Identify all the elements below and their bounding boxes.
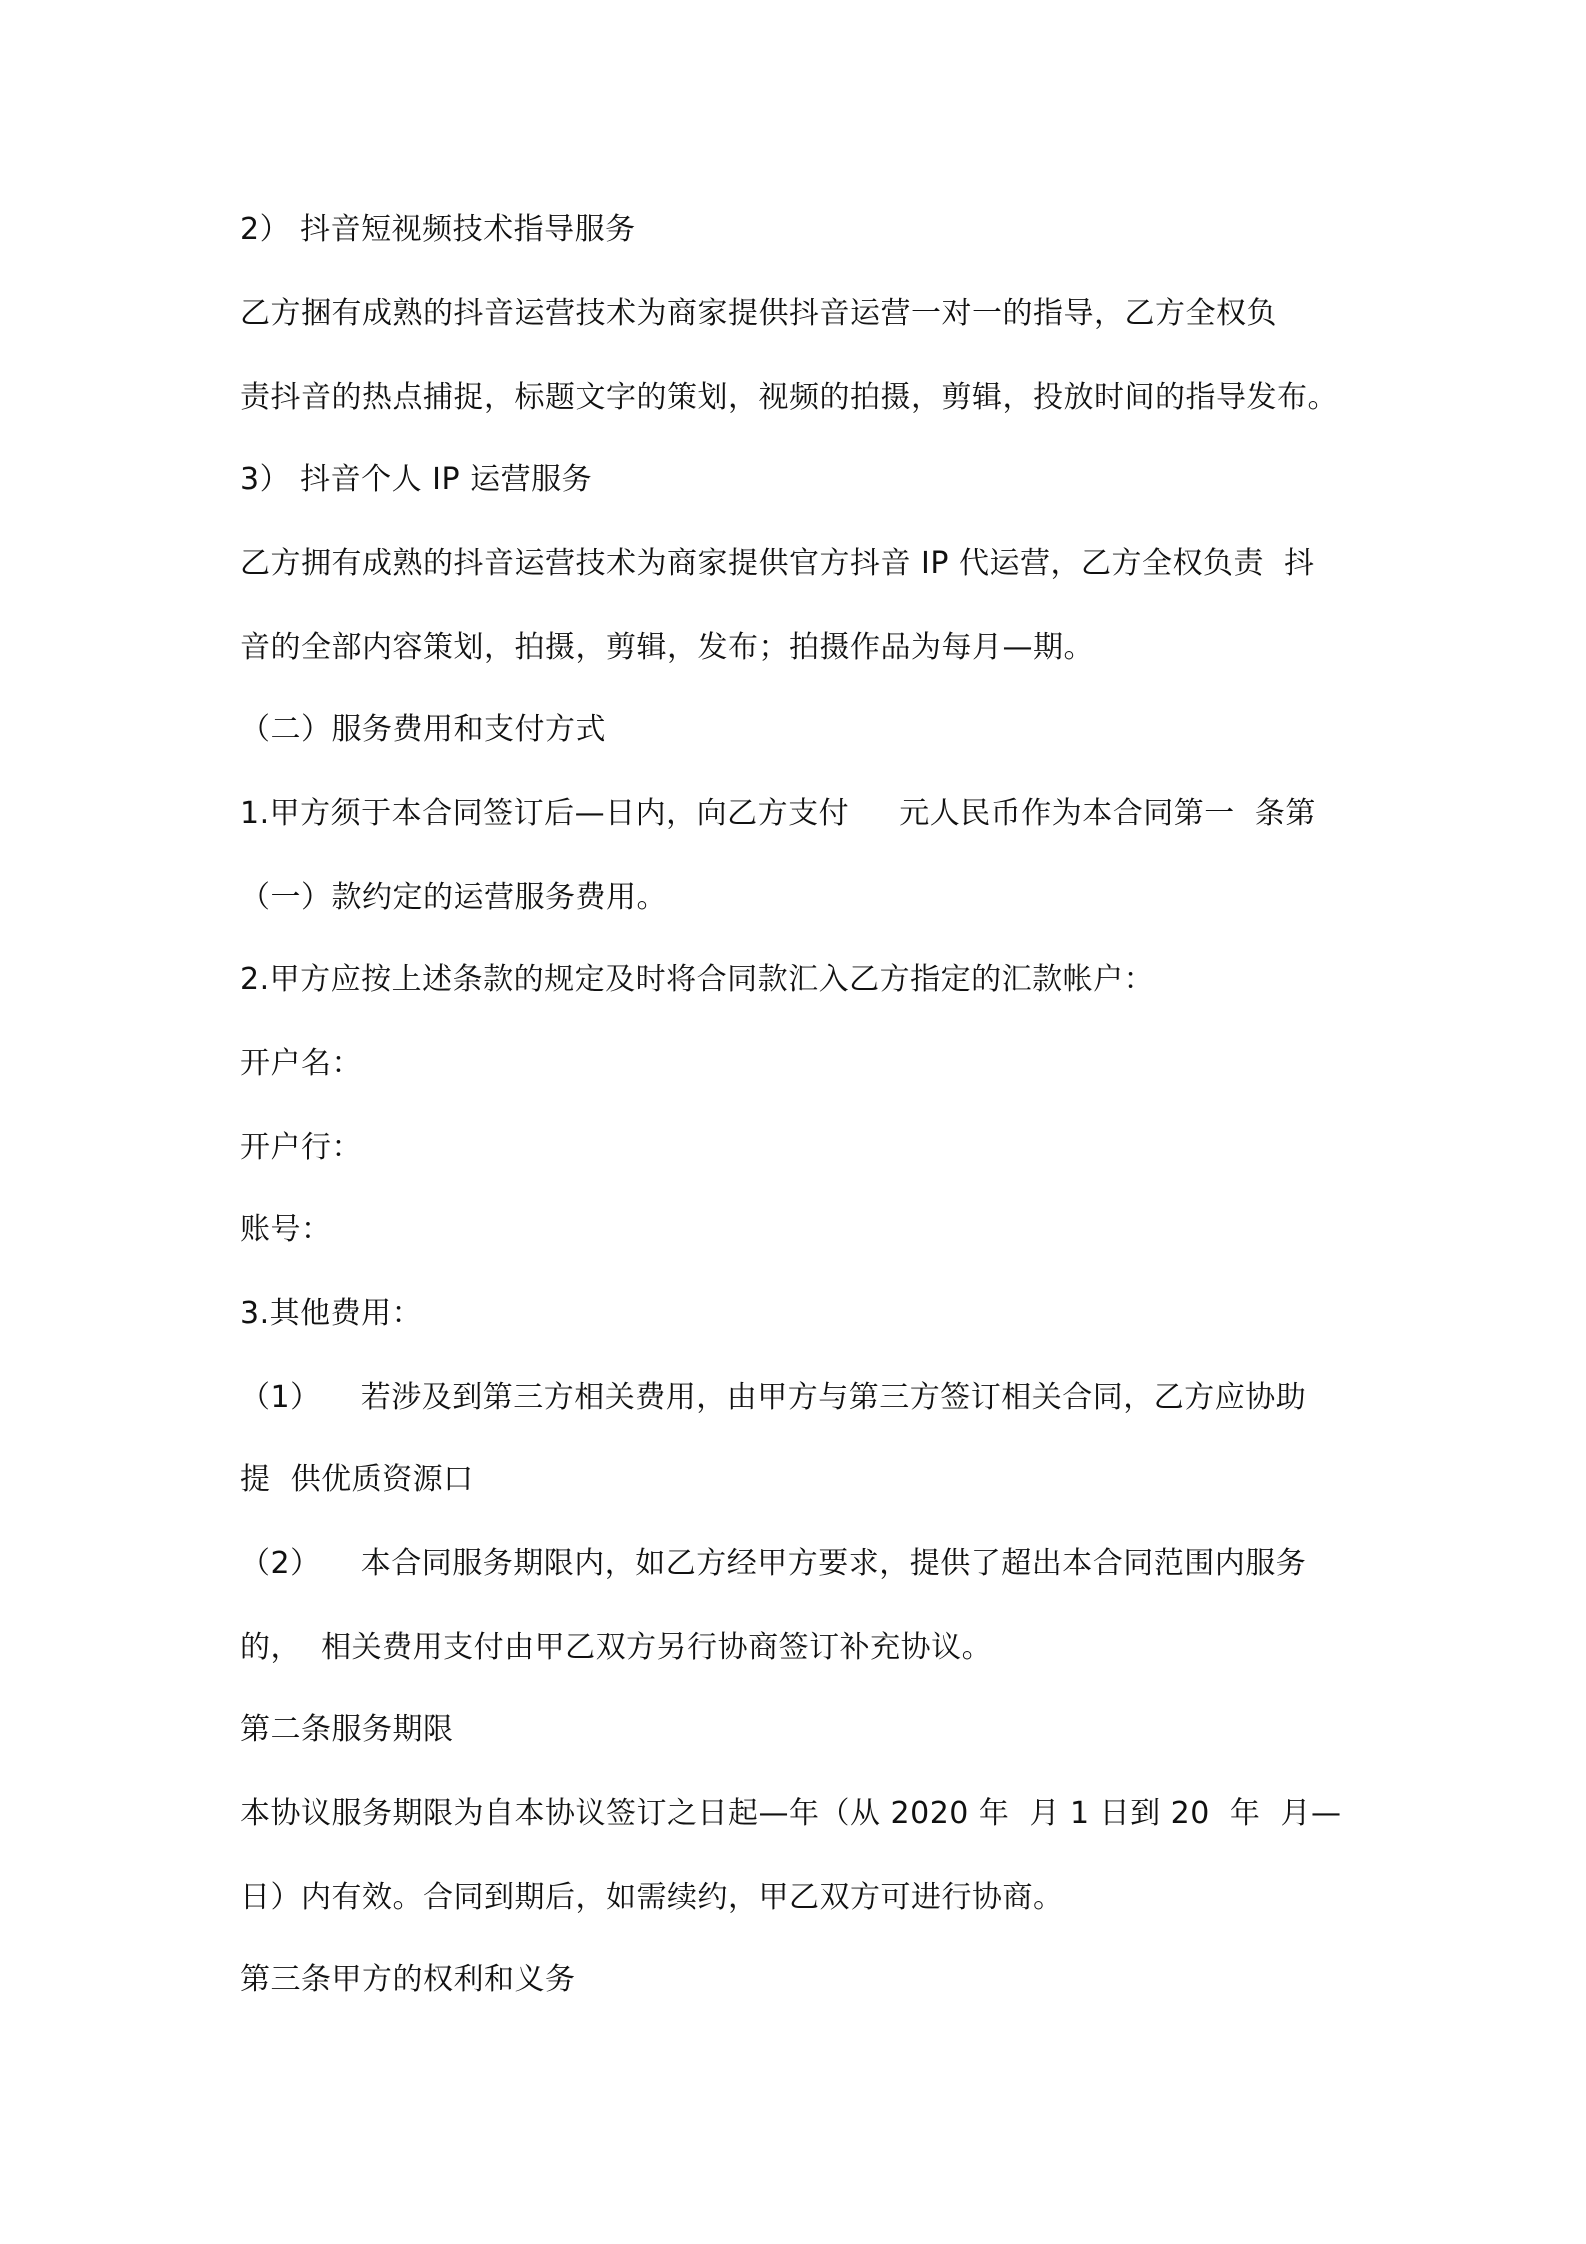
section-heading-douyin-ip: 3） 抖音个人 IP 运营服务	[240, 462, 593, 497]
paragraph-line: 1.甲方须于本合同签订后—日内，向乙方支付 元人民币作为本合同第一 条第	[240, 796, 1316, 831]
article-heading-service-term: 第二条服务期限	[240, 1712, 454, 1747]
section-heading-other-fees: 3.其他费用：	[240, 1296, 423, 1331]
paragraph-line: 提 供优质资源口	[240, 1462, 474, 1497]
paragraph-line: 乙方拥有成熟的抖音运营技术为商家提供官方抖音 IP 代运营，乙方全权负责 抖	[240, 546, 1315, 581]
section-heading-douyin-short-video: 2） 抖音短视频技术指导服务	[240, 212, 636, 247]
paragraph-line: 音的全部内容策划，拍摄，剪辑，发布；拍摄作品为每月—期。	[240, 630, 1094, 665]
paragraph-line: （一）款约定的运营服务费用。	[240, 880, 667, 915]
paragraph-line: （2） 本合同服务期限内，如乙方经甲方要求，提供了超出本合同范围内服务	[240, 1546, 1307, 1581]
paragraph-line: 责抖音的热点捕捉，标题文字的策划，视频的拍摄，剪辑，投放时间的指导发布。	[240, 380, 1338, 415]
field-account-number: 账号：	[240, 1212, 332, 1247]
section-heading-fees: （二）服务费用和支付方式	[240, 712, 606, 747]
paragraph-line: 本协议服务期限为自本协议签订之日起—年（从 2020 年 月 1 日到 20 年 月—	[240, 1796, 1342, 1831]
paragraph-line: 2.甲方应按上述条款的规定及时将合同款汇入乙方指定的汇款帐户：	[240, 962, 1155, 997]
paragraph-line: 日）内有效。合同到期后，如需续约，甲乙双方可进行协商。	[240, 1880, 1064, 1915]
paragraph-line: 的， 相关费用支付由甲乙双方另行协商签订补充协议。	[240, 1630, 993, 1665]
article-heading-party-a-rights: 第三条甲方的权利和义务	[240, 1962, 576, 1997]
field-bank: 开户行：	[240, 1130, 362, 1165]
paragraph-line: （1） 若涉及到第三方相关费用，由甲方与第三方签订相关合同，乙方应协助	[240, 1380, 1307, 1415]
field-account-name: 开户名：	[240, 1046, 362, 1081]
paragraph-line: 乙方捆有成熟的抖音运营技术为商家提供抖音运营一对一的指导，乙方全权负	[240, 296, 1277, 331]
